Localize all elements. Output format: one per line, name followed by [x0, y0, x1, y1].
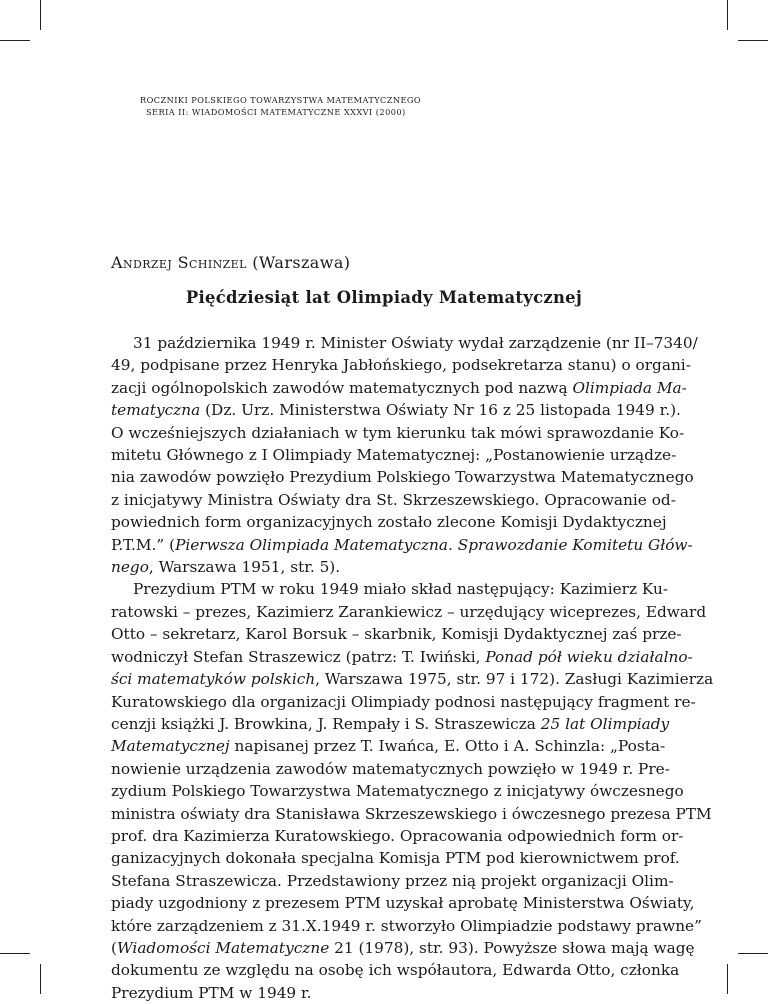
text-line: prof. dra Kazimierza Kuratowskiego. Opracowania odpowiednich form or-	[111, 826, 684, 845]
journal-header	[140, 94, 421, 118]
text-line: O wcześniejszych działaniach w tym kierunku tak mówi sprawozdanie Ko-	[111, 423, 685, 442]
text-line: Prezydium PTM w 1949 r.	[111, 983, 312, 1002]
crop-mark-bottom-left-horizontal	[0, 953, 30, 954]
paragraph-2	[111, 578, 714, 1004]
text-line: nia zawodów powzięło Prezydium Polskiego Towarzystwa Matematycznego	[111, 468, 694, 487]
text-line: cenzji książki J. Browkina, J. Rempały i S. Straszewicza 25 lat Olimpiady	[111, 714, 670, 733]
crop-mark-bottom-right-horizontal	[738, 953, 768, 954]
crop-mark-top-right-horizontal	[738, 40, 768, 41]
crop-mark-top-right-vertical	[727, 0, 728, 30]
text-line: Matematycznej napisanej przez T. Iwańca, E. Otto i A. Schinzla: „Posta-	[111, 737, 666, 756]
crop-mark-bottom-left-vertical	[40, 964, 41, 994]
text-line: nego, Warszawa 1951, str. 5).	[111, 558, 341, 577]
article-body	[111, 332, 714, 1004]
author-city: (Warszawa)	[252, 253, 351, 272]
text-line: dokumentu ze względu na osobę ich współautora, Edwarda Otto, członka	[111, 961, 680, 980]
article-title: Pięćdziesiąt lat Olimpiady Matematycznej	[185, 288, 583, 307]
text-line: nowienie urządzenia zawodów matematycznych powzięło w 1949 r. Pre-	[111, 759, 670, 778]
author-line	[111, 253, 350, 272]
text-line: z inicjatywy Ministra Oświaty dra St. Skrzeszewskiego. Opracowanie od-	[111, 490, 676, 509]
text-line: które zarządzeniem z 31.X.1949 r. stworzyło Olimpiadzie podstawy prawne”	[111, 916, 702, 935]
journal-series: SERIA II: WIADOMOŚCI MATEMATYCZNE XXXVI (2000)	[146, 107, 406, 117]
crop-mark-top-left-horizontal	[0, 40, 30, 41]
text-line: zacji ogólnopolskich zawodów matematycznych pod nazwą Olimpiada Ma-	[111, 378, 687, 397]
crop-mark-bottom-right-vertical	[727, 964, 728, 994]
text-line: (Wiadomości Matematyczne 21 (1978), str. 93). Powyższe słowa mają wagę	[111, 938, 695, 957]
text-line: Kuratowskiego dla organizacji Olimpiady podnosi następujący fragment re-	[111, 692, 696, 711]
text-line: 31 października 1949 r. Minister Oświaty wydał zarządzenie (nr II–7340/	[133, 334, 698, 352]
text-line: zydium Polskiego Towarzystwa Matematycznego z inicjatywy ówczesnego	[111, 782, 684, 801]
author-name: Andrzej Schinzel	[111, 253, 247, 272]
text-line: tematyczna (Dz. Urz. Ministerstwa Oświaty Nr 16 z 25 listopada 1949 r.).	[111, 401, 681, 420]
journal-title: ROCZNIKI POLSKIEGO TOWARZYSTWA MATEMATYCZNEGO	[140, 95, 422, 105]
paragraph-1	[111, 332, 698, 578]
text-line: wodniczył Stefan Straszewicz (patrz: T. Iwiński, Ponad pół wieku działalno-	[111, 647, 693, 666]
text-line: 49, podpisane przez Henryka Jabłońskiego, podsekretarza stanu) o organi-	[111, 356, 691, 375]
text-line: ści matematyków polskich, Warszawa 1975, str. 97 i 172). Zasługi Kazimierza	[111, 670, 714, 689]
text-line: ministra oświaty dra Stanisława Skrzeszewskiego i ówczesnego prezesa PTM	[111, 804, 712, 823]
text-line: Prezydium PTM w roku 1949 miało skład następujący: Kazimierz Ku-	[133, 580, 668, 599]
text-line: mitetu Głównego z I Olimpiady Matematycznej: „Postanowienie urządze-	[111, 446, 677, 465]
text-line: Otto – sekretarz, Karol Borsuk – skarbnik, Komisji Dydaktycznej zaś prze-	[111, 625, 682, 644]
text-line: piady uzgodniony z prezesem PTM uzyskał aprobatę Ministerstwa Oświaty,	[111, 894, 695, 913]
crop-mark-top-left-vertical	[40, 0, 41, 30]
text-line: P.T.M.” (Pierwsza Olimpiada Matematyczna. Sprawozdanie Komitetu Głów-	[111, 535, 693, 554]
text-line: powiednich form organizacyjnych zostało zlecone Komisji Dydaktycznej	[111, 513, 667, 532]
text-line: Stefana Straszewicza. Przedstawiony przez nią projekt organizacji Olim-	[111, 871, 674, 890]
text-line: ratowski – prezes, Kazimierz Zarankiewicz – urzędujący wiceprezes, Edward	[111, 602, 707, 621]
text-line: ganizacyjnych dokonała specjalna Komisja PTM pod kierownictwem prof.	[111, 849, 680, 868]
